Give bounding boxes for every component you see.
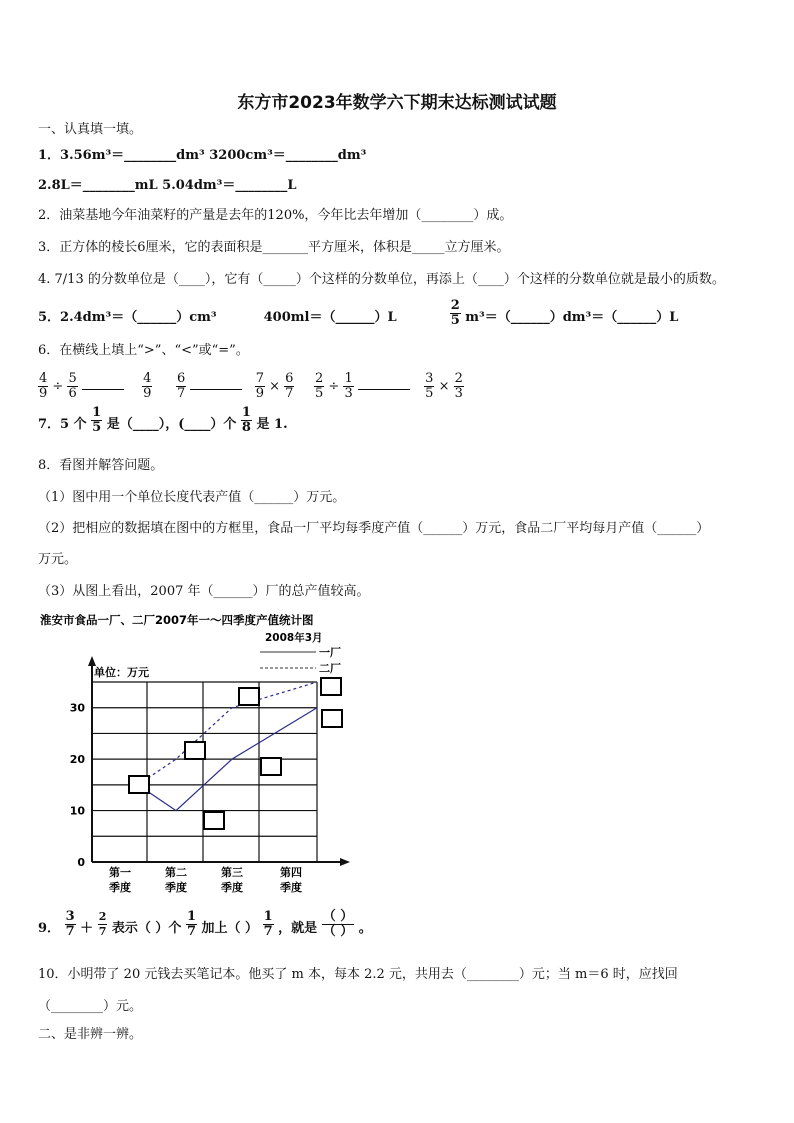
answer-box [322, 710, 342, 727]
chart-series [138, 682, 317, 811]
q5-fraction: $\frac{2}{5}$ [450, 298, 460, 328]
question-1b: 2.8L＝________mL 5.04dm³＝________L [38, 178, 297, 193]
chart-axes [88, 656, 350, 866]
x-category-label: 季度 [280, 881, 302, 894]
x-category-label: 第二 [165, 866, 187, 879]
answer-box [261, 758, 281, 775]
answer-box [129, 776, 149, 793]
question-6: 6．在横线上填上“>”、“<”或“=”。 [38, 343, 249, 358]
question-1a: 1．3.56m³＝________dm³ 3200cm³＝________dm³ [38, 148, 367, 163]
answer-box [204, 812, 224, 829]
legend-label: 二厂 [319, 662, 341, 675]
answer-box [239, 688, 259, 705]
x-category-label: 第四 [280, 866, 302, 879]
q5-part-c: m³＝（______）dm³＝（______）L [465, 310, 679, 325]
x-category-label: 季度 [109, 881, 131, 894]
question-8-2-cont: 万元。 [38, 552, 78, 567]
chart-legend [260, 646, 341, 675]
q6-expression-1: $\frac{4}{9}$ ÷ $\frac{5}{6}$ $\frac{4}{9}$ [39, 371, 152, 401]
y-tick-label: 20 [69, 753, 85, 767]
x-category-label: 第一 [109, 866, 131, 879]
section-2-heading: 二、是非辨一辨。 [38, 1027, 143, 1042]
question-8-3: （3）从图上看出，2007 年（______）厂的总产值较高。 [38, 584, 370, 599]
q6-expression-2: $\frac{6}{7}$ $\frac{7}{9}$ × $\frac{6}{7}$ [177, 371, 294, 401]
section-1-heading: 一、认真填一填。 [38, 122, 143, 137]
question-2: 2．油菜基地今年油菜籽的产量是去年的120%，今年比去年增加（________）成。 [38, 208, 513, 223]
question-8: 8．看图并解答问题。 [38, 458, 164, 473]
answer-boxes [129, 678, 342, 829]
x-category-label: 第三 [221, 866, 243, 879]
chart-grid [92, 682, 317, 862]
answer-box [321, 678, 341, 695]
question-5 [38, 298, 679, 328]
question-4: 4. 7/13 的分数单位是（____），它有（_____）个这样的分数单位，再添上（____）个这样的分数单位就是最小的质数。 [38, 272, 725, 287]
y-axis-arrow [88, 656, 96, 666]
y-tick-label: 30 [69, 701, 85, 715]
q5-part-b: 400ml＝（______）L [263, 310, 397, 325]
question-9: 9． $\frac{3}{7}$ ＋ $\frac{2}{7}$ 表示（ ）个 $\frac{1}{7}$ 加上（ ） $\frac{1}{7}$ ，就是 $\frac{( )}{( )}$ 。 [38, 909, 372, 939]
answer-blank [358, 377, 410, 390]
y-tick-label: 0 [77, 856, 85, 869]
answer-box [185, 742, 205, 759]
x-axis-arrow [340, 858, 350, 866]
legend-label: 一厂 [319, 646, 341, 659]
x-category-labels [109, 865, 302, 894]
page-title: 东方市2023年数学六下期末达标测试试题 [237, 93, 557, 113]
question-8-2: （2）把相应的数据填在图中的方框里，食品一厂平均每季度产值（______）万元，食品二厂平均每月产值（______） [38, 521, 710, 536]
question-10: 10．小明带了 20 元钱去买笔记本。他买了 m 本，每本 2.2 元，共用去（________）元；当 m＝6 时，应找回 [38, 967, 678, 982]
chart-unit-label: 单位：万元 [94, 666, 149, 679]
question-8-1: （1）图中用一个单位长度代表产值（______）万元。 [38, 490, 346, 505]
answer-blank [82, 377, 124, 390]
chart-title: 淮安市食品一厂、二厂2007年一～四季度产值统计图 [40, 613, 314, 627]
x-category-label: 季度 [165, 881, 187, 894]
q5-part-a: 5．2.4dm³＝（______）cm³ [38, 310, 217, 325]
y-tick-label: 10 [69, 804, 85, 818]
x-category-label: 季度 [221, 881, 243, 894]
answer-blank [190, 377, 242, 390]
y-tick-labels [70, 702, 86, 869]
question-7: 7．5 个 $\frac{1}{5}$ 是（____），(____）个 $\frac{1}{8}$ 是 1. [38, 405, 288, 435]
q6-expression-3: $\frac{2}{5}$ ÷ $\frac{1}{3}$ $\frac{3}{5}$ × $\frac{2}{3}$ [315, 371, 463, 401]
chart-subtitle: 2008年3月 [265, 632, 323, 644]
question-3: 3．正方体的棱长6厘米，它的表面积是_______平方厘米，体积是_____立方厘米。 [38, 240, 510, 255]
question-10-cont: （________）元。 [38, 999, 143, 1014]
production-line-chart [30, 610, 390, 900]
